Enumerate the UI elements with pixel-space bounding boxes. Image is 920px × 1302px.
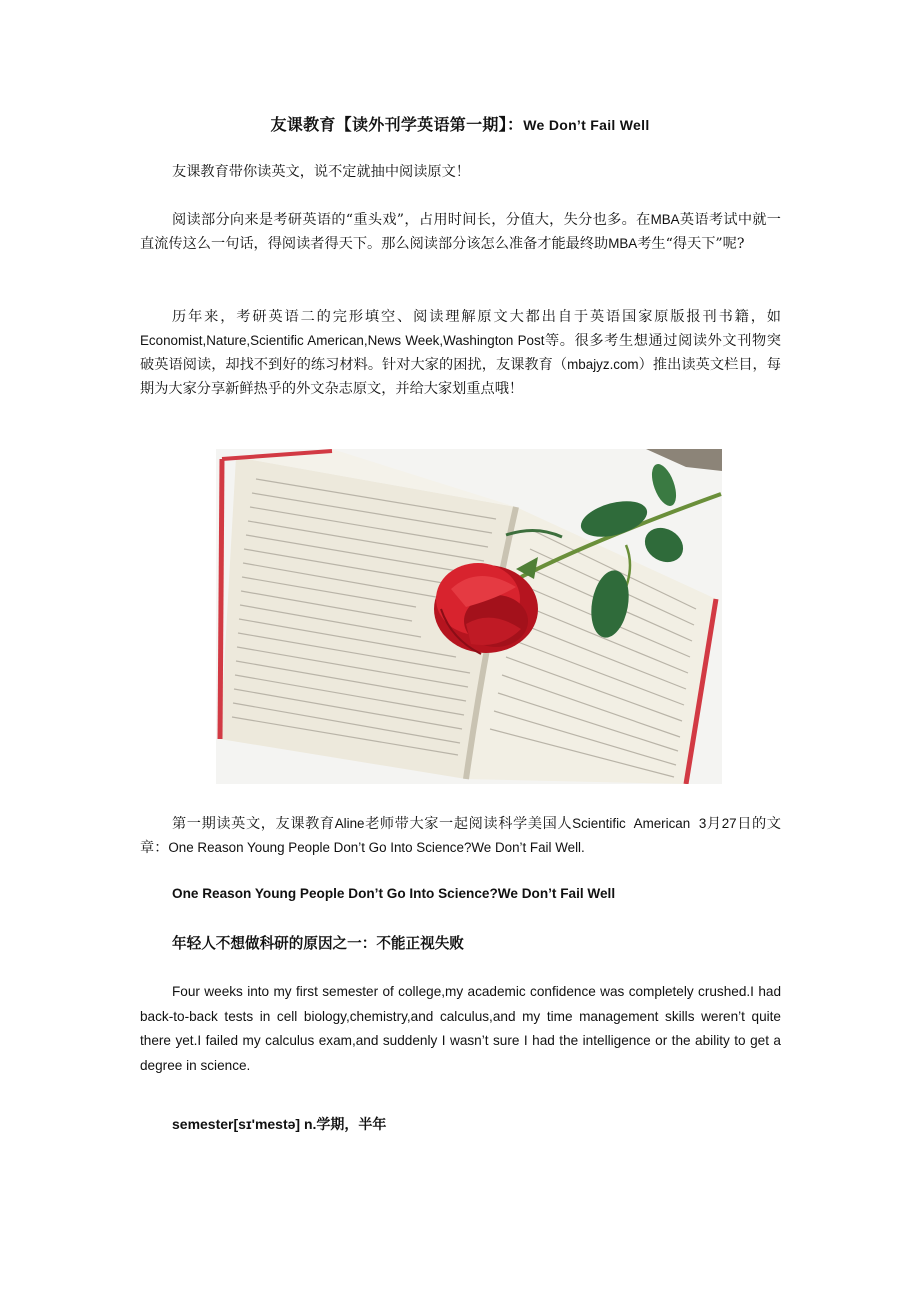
- title-english: We Don’t Fail Well: [523, 117, 650, 133]
- p3-text-b: 等。很多考生想通过阅读外文刊物突破英语阅读，却找不到好的练习材料。针对大家的困扰，友课教育（: [140, 333, 781, 373]
- p3-publications: Economist,Nature,Scientific American,News Week,Washington Post: [140, 333, 545, 348]
- p4-text-b: 老师带大家一起阅读科学美国人: [364, 816, 573, 832]
- p2-text-b: 英语考试中就一直流传这么一句话，得阅读者得天下。那么阅读部分该怎么准备才能最终助: [140, 212, 781, 252]
- article-heading-chinese: 年轻人不想做科研的原因之一：不能正视失败: [172, 935, 464, 952]
- p3-text-c: ）推出读英文栏目，每期为大家分享新鲜热乎的外文杂志原文，并给大家划重点哦！: [140, 357, 781, 397]
- publications-paragraph: [140, 305, 781, 401]
- p2-text-a: 阅读部分向来是考研英语的“重头戏”，占用时间长，分值大，失分也多。在: [172, 212, 651, 228]
- p4-day: 27: [721, 816, 737, 831]
- p2-text-c: 考生“得天下”呢?: [637, 236, 745, 252]
- p3-text-a: 历年来，考研英语二的完形填空、阅读理解原文大都出自于英语国家原版报刊书籍，如: [172, 309, 781, 325]
- title-chinese: 友课教育【读外刊学英语第一期】：: [270, 115, 524, 134]
- book-rose-illustration: [216, 449, 722, 784]
- p4-magazine: Scientific American 3: [572, 816, 707, 831]
- p2-mba-2: MBA: [608, 236, 638, 251]
- article-heading-english: One Reason Young People Don’t Go Into Science?We Don’t Fail Well: [172, 886, 616, 901]
- first-issue-paragraph: [140, 812, 781, 860]
- p4-article-title: One Reason Young People Don’t Go Into Science?We Don’t Fail Well.: [168, 840, 585, 855]
- p4-text-a: 第一期读英文，友课教育: [172, 816, 335, 832]
- p4-teacher: Aline: [334, 816, 365, 831]
- p4-text-c: 月: [706, 816, 722, 832]
- p2-mba-1: MBA: [650, 212, 680, 227]
- p4-text-d: 日的文章：: [140, 816, 781, 856]
- intro-paragraph: [140, 160, 781, 184]
- book-cover-edge-left: [220, 459, 222, 739]
- p3-site: mbajyz.com: [567, 357, 639, 372]
- article-title: [140, 112, 780, 135]
- vocabulary-note: semester[sɪ'mestə] n.学期，半年: [172, 1116, 387, 1132]
- book-rose-photo: [216, 449, 722, 784]
- reading-importance-paragraph: [140, 208, 781, 256]
- intro-text: 友课教育带你读英文，说不定就抽中阅读原文！: [172, 164, 470, 180]
- english-article-paragraph: Four weeks into my first semester of college,my academic confidence was completely crushed.I had back-to-back tests in cell biology,chemistry,and calculus,and my time management skills weren’t quite there yet.I failed my calculus exam,and suddenly I wasn’t sure I had the intelligence or the ability to get a degree in science.: [140, 984, 781, 1073]
